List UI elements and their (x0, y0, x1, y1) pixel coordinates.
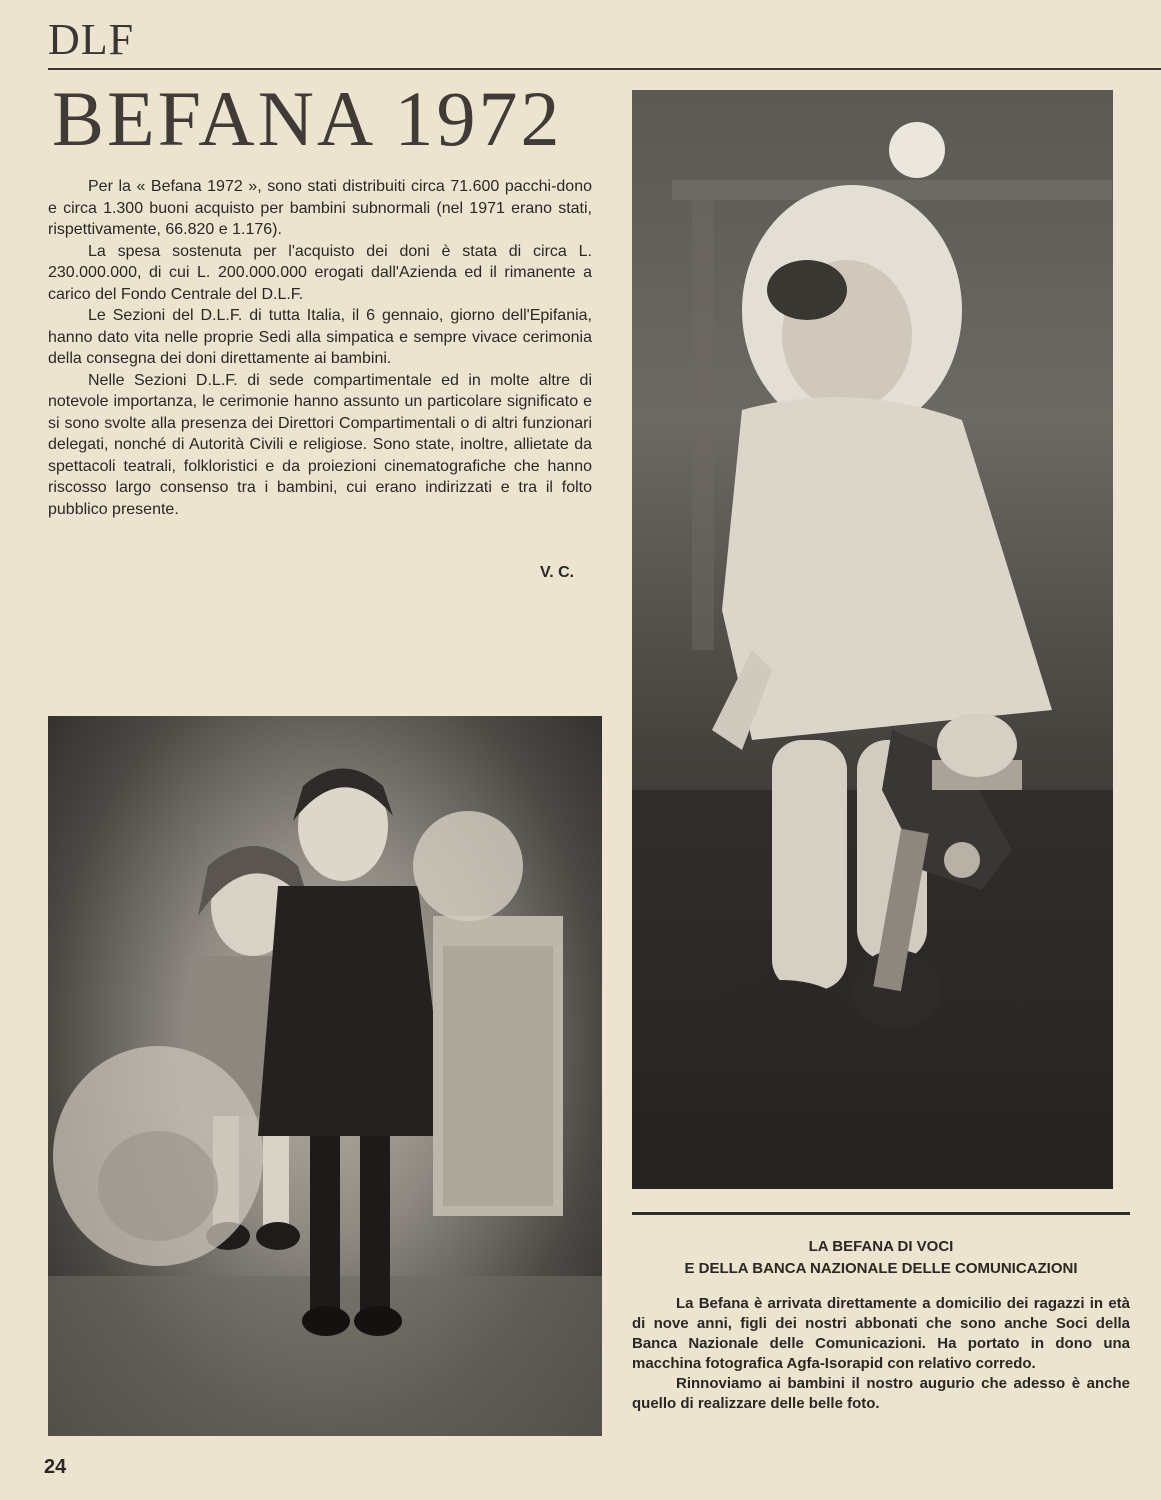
article-paragraph-3: Le Sezioni del D.L.F. di tutta Italia, il 6 gennaio, giorno dell'Epifania, hanno dato vita nelle proprie Sedi alla simpatica e sempre vivace cerimonia della consegna dei doni direttamente ai bambini. (48, 307, 592, 367)
page-number: 24 (44, 1456, 67, 1478)
article-body (48, 176, 592, 520)
sidebar-box-title-line-1: LA BEFANA DI VOCI (808, 1238, 954, 1255)
page-headline: BEFANA 1972 (52, 75, 563, 162)
photo-children-illustration (48, 716, 602, 1436)
article-paragraph-2: La spesa sostenuta per l'acquisto dei doni è stata di circa L. 230.000.000, di cui L. 200.000.000 erogati dall'Azienda ed il rimanente a carico del Fondo Centrale del D.L.F. (48, 242, 592, 303)
photo-child-with-toy-gun (632, 90, 1113, 1189)
article-paragraph-1: Per la « Befana 1972 », sono stati distribuiti circa 71.600 pacchi-dono e circa 1.300 buoni acquisto per bambini subnormali (nel 1971 erano stati, rispettivamente, 66.820 e 1.176). (48, 178, 592, 238)
header-rule (48, 68, 1161, 70)
article-paragraph-4: Nelle Sezioni D.L.F. di sede compartimentale ed in molte altre di notevole importanza, le cerimonie hanno assunto un particolare significato e si sono svolte alla presenza dei Direttori Compartimentali o di altri funzionari delegati, nonché di Autorità Civili e religiose. Sono state, inoltre, allietate da spettacoli teatrali, folkloristici e da proiezioni cinematografiche che hanno riscosso largo consenso tra i bambini, cui erano indirizzati e tra il folto pubblico presente. (48, 371, 592, 518)
sidebar-box-title (632, 1236, 1130, 1280)
photo-toddler-illustration (632, 90, 1113, 1189)
photo-children-with-gifts (48, 716, 602, 1436)
sidebar-box-body (632, 1294, 1130, 1414)
article-signature: V. C. (540, 564, 575, 581)
section-label: DLF (48, 15, 135, 64)
sidebar-box-paragraph-2: Rinnoviamo ai bambini il nostro augurio che adesso è anche quello di realizzare delle belle foto. (632, 1375, 1130, 1412)
sidebar-box-title-line-2: E DELLA BANCA NAZIONALE DELLE COMUNICAZIONI (684, 1260, 1078, 1277)
sidebar-box-rule (632, 1212, 1130, 1215)
sidebar-box-paragraph-1: La Befana è arrivata direttamente a domicilio dei ragazzi in età di nove anni, figli dei nostri abbonati che sono anche Soci della Banca Nazionale delle Comunicazioni. Ha portato in dono una macchina fotografica Agfa-Isorapid con relativo corredo. (632, 1295, 1130, 1372)
